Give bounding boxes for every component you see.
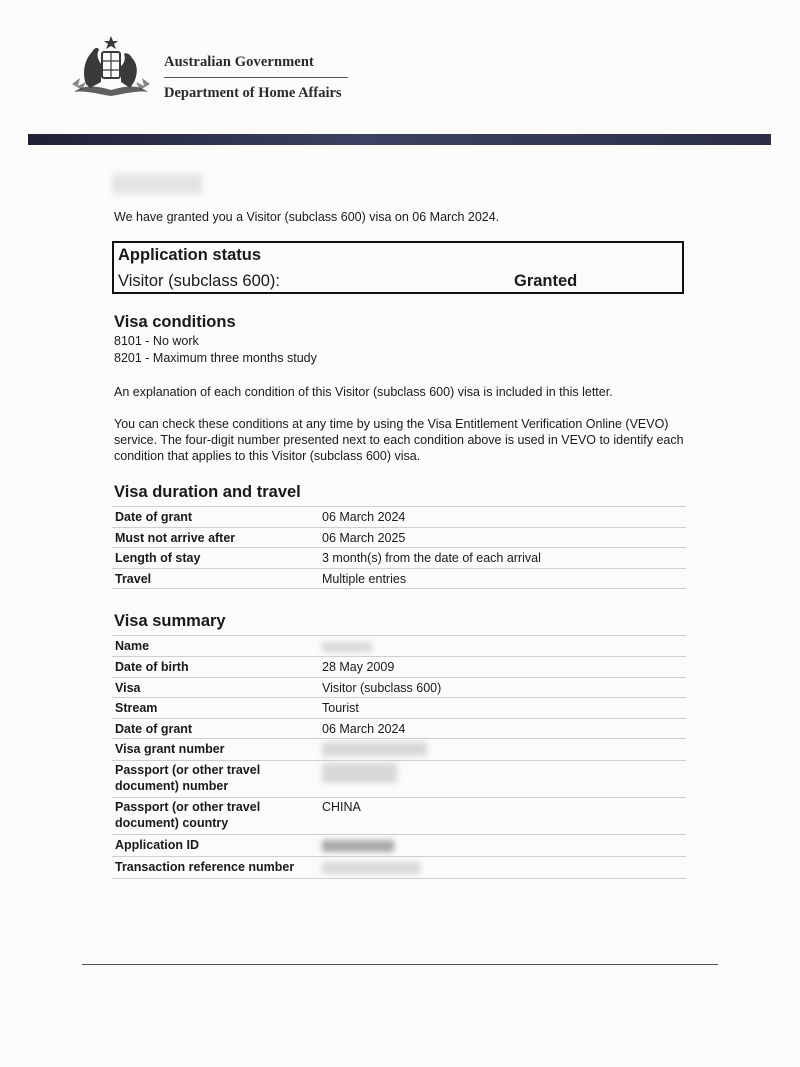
row-label: Date of birth — [112, 657, 322, 678]
row-value: CHINA — [322, 798, 686, 835]
duration-table — [112, 506, 686, 589]
table-row — [112, 507, 686, 528]
grant-intro: We have granted you a Visitor (subclass 600) visa on 06 March 2024. — [114, 210, 500, 224]
table-row — [112, 739, 686, 761]
table-row — [112, 677, 686, 698]
table-row — [112, 835, 686, 857]
summary-title: Visa summary — [114, 612, 226, 630]
status-title: Application status — [118, 246, 262, 264]
row-label: Application ID — [112, 835, 322, 857]
row-value: Tourist — [322, 698, 686, 719]
summary-table — [112, 635, 686, 879]
table-row — [112, 527, 686, 548]
table-row — [112, 698, 686, 719]
table-row — [112, 857, 686, 879]
header-band — [28, 134, 771, 145]
recipient-name-redacted — [112, 174, 202, 194]
coat-of-arms-icon — [68, 34, 154, 102]
condition-item: 8101 - No work — [114, 334, 199, 348]
row-label: Length of stay — [112, 548, 322, 569]
duration-title: Visa duration and travel — [114, 483, 301, 501]
header-divider — [164, 77, 348, 78]
row-value: Visitor (subclass 600) — [322, 677, 686, 698]
row-value: 06 March 2024 — [322, 507, 686, 528]
grant-number-redacted — [322, 739, 686, 761]
department-name: Department of Home Affairs — [164, 85, 342, 101]
row-label: Visa — [112, 677, 322, 698]
government-name: Australian Government — [164, 54, 314, 70]
status-label: Visitor (subclass 600): — [118, 272, 281, 290]
row-value: 3 month(s) from the date of each arrival — [322, 548, 686, 569]
table-row — [112, 548, 686, 569]
row-label: Travel — [112, 568, 322, 589]
application-id-redacted — [322, 835, 686, 857]
row-label: Transaction reference number — [112, 857, 322, 879]
table-row — [112, 761, 686, 798]
row-value: 28 May 2009 — [322, 657, 686, 678]
transaction-ref-redacted — [322, 857, 686, 879]
table-row — [112, 798, 686, 835]
row-label: Date of grant — [112, 507, 322, 528]
table-row — [112, 568, 686, 589]
conditions-title: Visa conditions — [114, 313, 236, 331]
conditions-explanation: An explanation of each condition of this Visitor (subclass 600) visa is included in this letter. — [114, 385, 613, 399]
table-row — [112, 636, 686, 657]
row-value: 06 March 2024 — [322, 718, 686, 739]
row-label: Must not arrive after — [112, 527, 322, 548]
table-row — [112, 718, 686, 739]
condition-item: 8201 - Maximum three months study — [114, 351, 317, 365]
table-row — [112, 657, 686, 678]
row-label: Passport (or other travel document) country — [112, 798, 322, 835]
row-value: Multiple entries — [322, 568, 686, 589]
row-label: Visa grant number — [112, 739, 322, 761]
row-label: Passport (or other travel document) number — [112, 761, 322, 798]
footer-divider — [82, 964, 718, 965]
vevo-paragraph: You can check these conditions at any time by using the Visa Entitlement Verification Online (VEVO) service. The four-digit number presented next to each condition above is used in VEVO to identify each condition that applies to this Visitor (subclass 600) visa. — [114, 417, 684, 463]
status-value: Granted — [514, 272, 578, 290]
row-label: Name — [112, 636, 322, 657]
letter-header — [0, 0, 800, 140]
row-label: Date of grant — [112, 718, 322, 739]
application-status-box — [112, 241, 684, 294]
name-value-redacted — [322, 636, 686, 657]
row-value: 06 March 2025 — [322, 527, 686, 548]
passport-number-redacted — [322, 761, 686, 798]
row-label: Stream — [112, 698, 322, 719]
